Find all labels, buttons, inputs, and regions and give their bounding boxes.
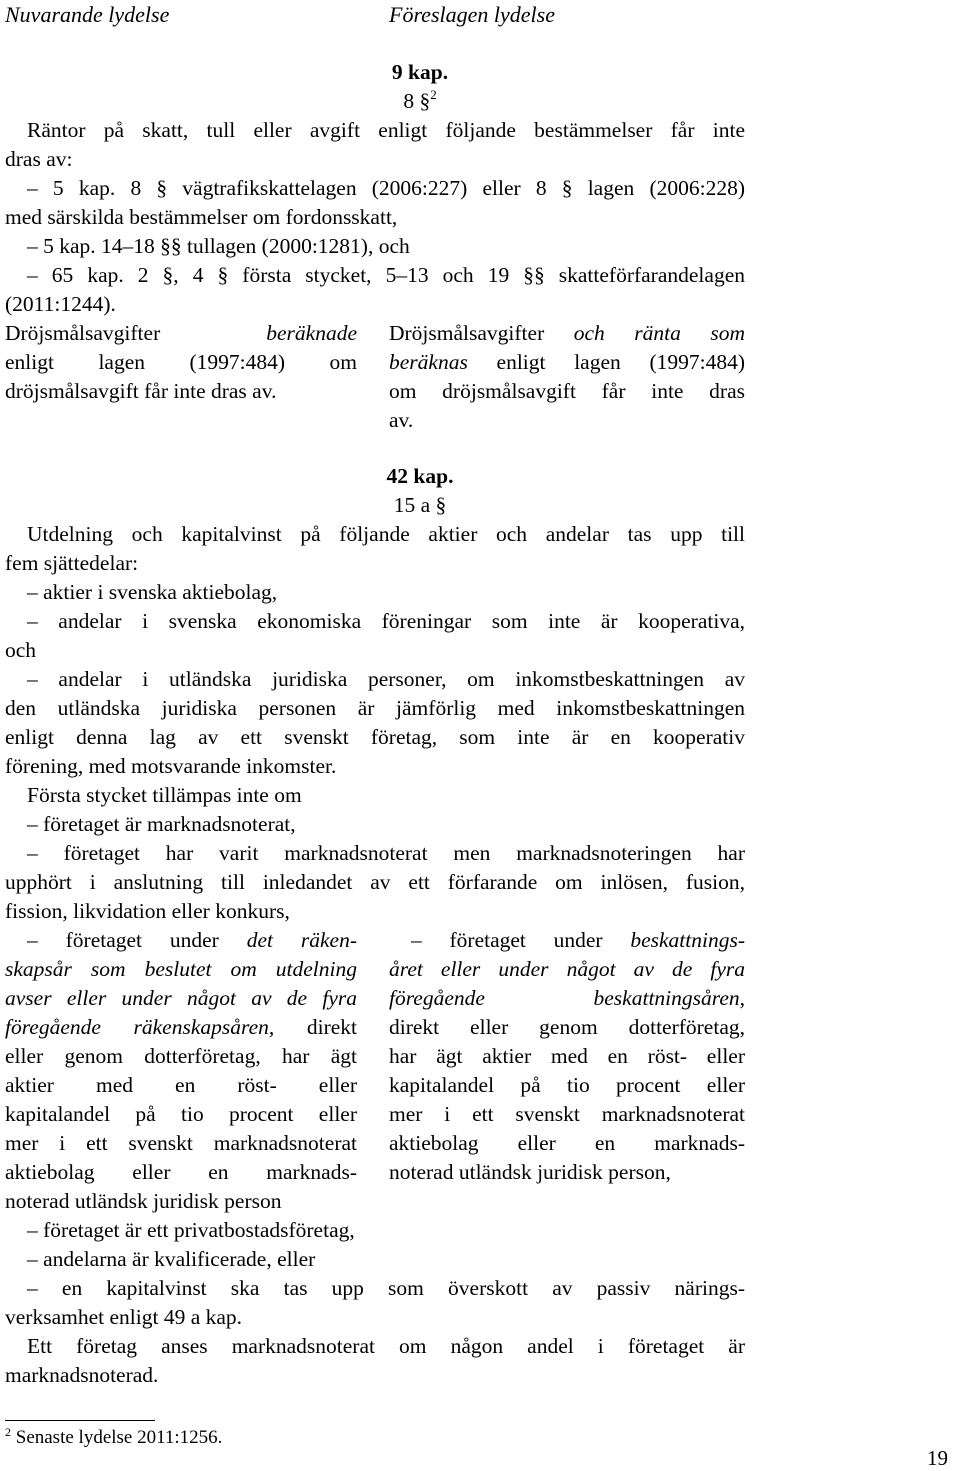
header-proposed-wording: Föreslagen lydelse [389,2,555,27]
ch42-right-r3: föregående beskattningsåren, [389,986,745,1010]
chapter-heading-9: 9 kap. [391,60,449,84]
ch42-d3-line2: verksamhet enligt 49 a kap. [5,1305,243,1329]
ch42-right-r4: direkt eller genom dotterföretag, [389,1015,745,1039]
ch42-b2-line2: och [5,638,37,662]
ch42-b2-line1: – andelar i svenska ekonomiska föreningar som inte är kooperativa, [27,609,745,633]
ch42-left-l10: noterad utländsk juridisk person [5,1189,282,1213]
ch42-p3-line2: marknadsnoterad. [5,1363,159,1387]
ch42-d1: – företaget är ett privatbostadsföretag, [27,1218,355,1242]
ch42-left-l2: skapsår som beslutet om utdelning [5,957,357,981]
ch9-item2-line1: – 5 kap. 14–18 §§ tullagen (2000:1281), och [27,234,410,258]
ch42-b3-line1: – andelar i utländska juridiska personer, om inkomstbeskattningen av [27,667,745,691]
ch42-right-r7: mer i ett svenskt marknadsnoterat [389,1102,745,1126]
ch42-left-l1: – företaget under det räken- [27,928,357,952]
ch42-c1: – företaget är marknadsnoterat, [27,812,296,836]
page-number: 19 [927,1446,948,1470]
ch42-d3-line1: – en kapitalvinst ska tas upp som överskott av passiv närings- [27,1276,745,1300]
ch42-p2: Första stycket tillämpas inte om [27,783,302,807]
ch42-left-l7: kapitalandel på tio procent eller [5,1102,357,1126]
ch9-item3-line2: (2011:1244). [5,292,116,316]
ch42-b1: – aktier i svenska aktiebolag, [27,580,278,604]
ch42-left-l5: eller genom dotterföretag, har ägt [5,1044,357,1068]
ch9-right-line4: av. [389,408,414,432]
ch9-intro-line1: Räntor på skatt, tull eller avgift enligt följande bestämmelser får inte [27,118,745,142]
ch42-right-r8: aktiebolag eller en marknads- [389,1131,745,1155]
ch9-right-line1: Dröjsmålsavgifter och ränta som [389,321,746,345]
ch42-p1-line1: Utdelning och kapitalvinst på följande aktier och andelar tas upp till [27,522,745,546]
ch42-c2-line2: upphört i anslutning till inledandet av ett förfarande om inlösen, fusion, [5,870,745,894]
header-current-wording: Nuvarande lydelse [5,2,170,27]
footnote-rule [5,1420,155,1421]
section-number-8: 8 §$^2$ [403,87,437,113]
ch42-c2-line1: – företaget har varit marknadsnoterat men marknadsnoteringen har [27,841,745,865]
ch42-left-l8: mer i ett svenskt marknadsnoterat [5,1131,357,1155]
ch42-p1-line2: fem sjättedelar: [5,551,139,575]
footnote-marker: 2 [5,1425,11,1439]
section-number-15a: 15 a § [393,493,447,517]
ch9-right-line3: om dröjsmålsavgift får inte dras [389,379,745,403]
ch9-right-line2: beräknas enligt lagen (1997:484) [389,350,745,374]
footnote-ref: 2 [430,87,437,102]
ch42-b3-line4: förening, med motsvarande inkomster. [5,754,337,778]
ch42-b3-line2: den utländska juridiska personen är jämförlig med inkomstbeskattningen [5,696,745,720]
ch9-item3-line1: – 65 kap. 2 §, 4 § första stycket, 5–13 och 19 §§ skatteförfarandelagen [27,263,745,287]
ch42-left-l3: avser eller under något av de fyra [5,986,357,1010]
ch42-d2: – andelarna är kvalificerade, eller [27,1247,316,1271]
ch42-right-r9: noterad utländsk juridisk person, [389,1160,671,1184]
ch42-right-r5: har ägt aktier med en röst- eller [389,1044,745,1068]
ch9-left-line3: dröjsmålsavgift får inte dras av. [5,379,277,403]
ch42-right-r6: kapitalandel på tio procent eller [389,1073,745,1097]
ch42-left-l6: aktier med en röst- eller [5,1073,357,1097]
footnote [5,1427,222,1449]
ch42-left-l4: föregående räkenskapsåren, direkt [5,1015,358,1039]
ch42-left-l9: aktiebolag eller en marknads- [5,1160,357,1184]
ch9-item1-line2: med särskilda bestämmelser om fordonsskatt, [5,205,398,229]
footnote-text: Senaste lydelse 2011:1256. [15,1427,223,1448]
ch42-p3-line1: Ett företag anses marknadsnoterat om någon andel i företaget är [27,1334,745,1358]
ch42-right-r2: året eller under något av de fyra [389,957,745,981]
ch9-intro-line2: dras av: [5,147,73,171]
ch42-c2-line3: fission, likvidation eller konkurs, [5,899,290,923]
ch42-b3-line3: enligt denna lag av ett svenskt företag, som inte är en kooperativ [5,725,745,749]
ch9-left-line2: enligt lagen (1997:484) om [5,350,357,374]
ch42-right-r1: – företaget under beskattnings- [411,928,745,952]
ch9-item1-line1: – 5 kap. 8 § vägtrafikskattelagen (2006:227) eller 8 § lagen (2006:228) [27,176,745,200]
chapter-heading-42: 42 kap. [386,464,454,488]
ch9-left-line1: Dröjsmålsavgifter beräknade [5,321,357,345]
